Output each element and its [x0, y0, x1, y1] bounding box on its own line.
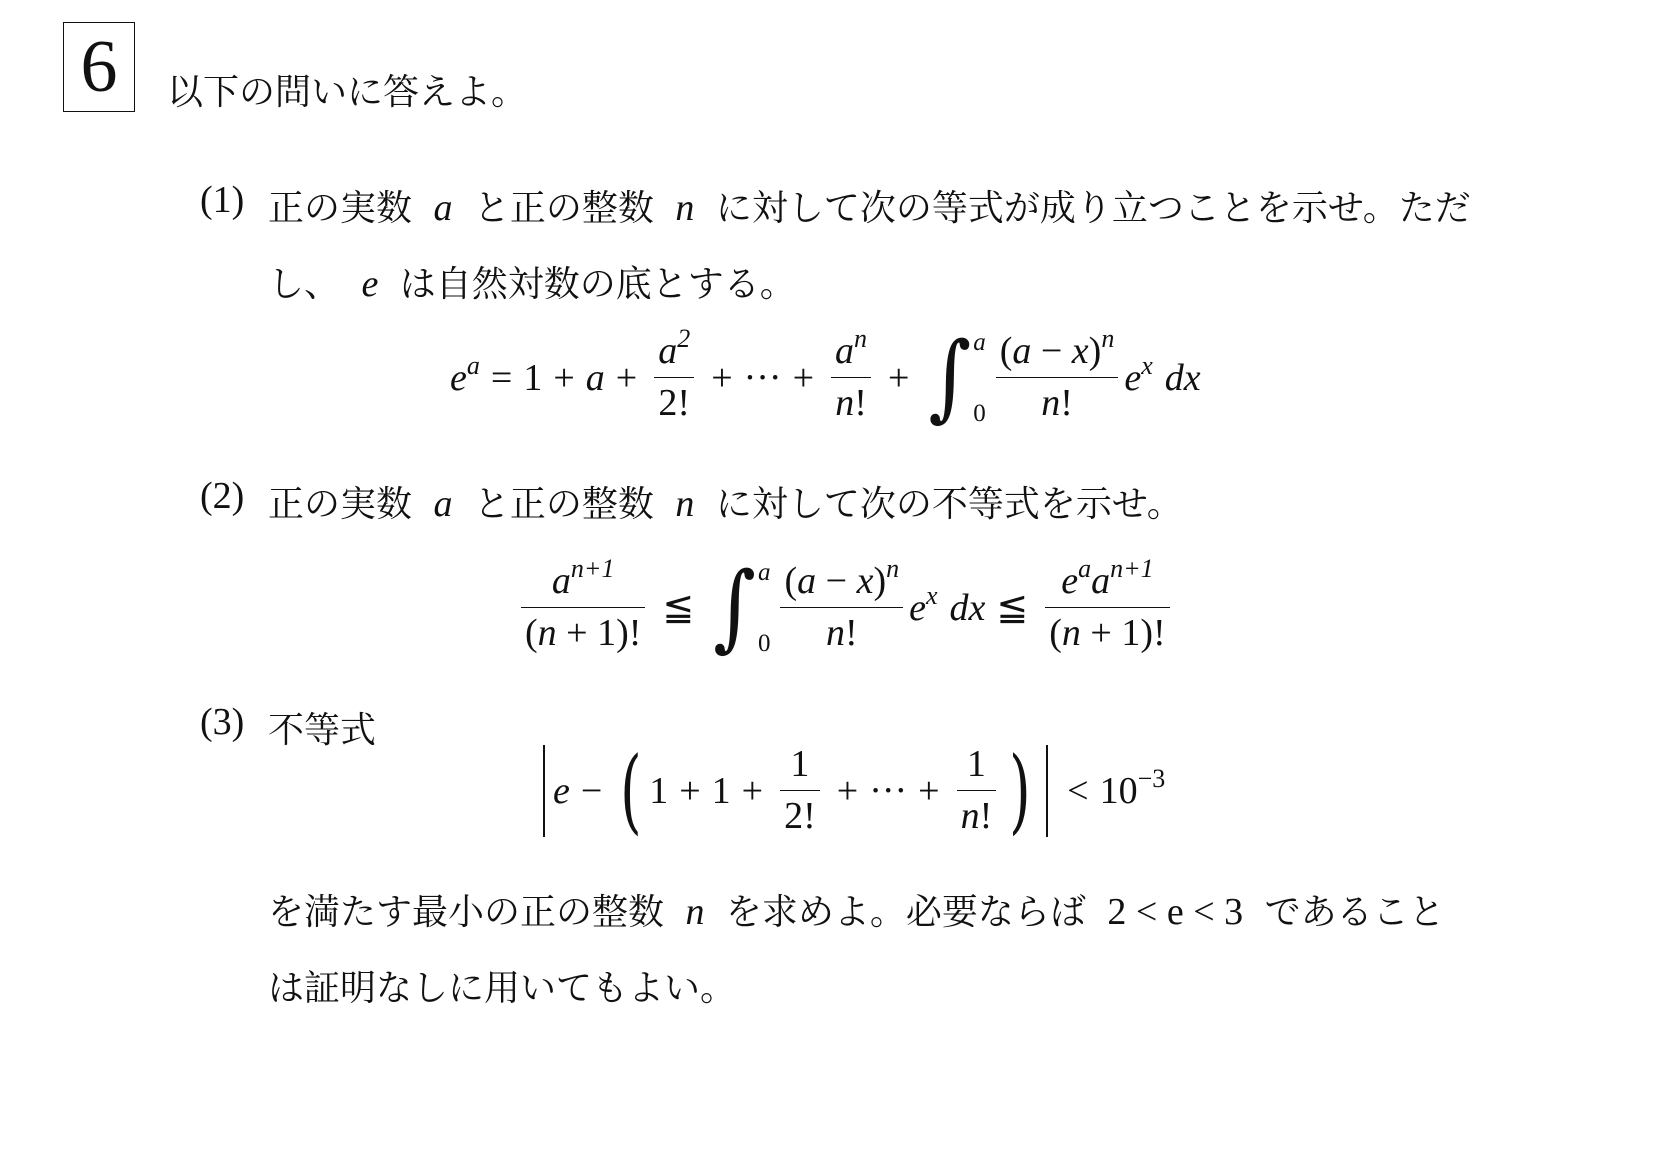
variable-a: a — [433, 483, 453, 525]
part3-line1 — [268, 884, 1445, 935]
part3-intro: 不等式 — [268, 710, 377, 751]
problem-instruction: 以下の問いに答えよ。 — [167, 72, 528, 113]
problem-number: 6 — [63, 22, 135, 112]
part1-text: は自然対数の底とする。 — [399, 264, 796, 305]
part2-line — [268, 476, 1183, 527]
variable-n: n — [685, 891, 705, 933]
inequality-part3: e − ( 1 + 1 + $\frac{1}{2!}$ + ··· + $\frac{1}{n!}$ ) < $10^{-3}$ — [535, 745, 1165, 837]
part3-text: を求めよ。必要ならば — [725, 892, 1086, 933]
inequality-part2: $\frac{a^{n+1}}{(n + 1)!}$ ≦ ∫ a 0 $\frac{(a - x)^n}{n!}$ $e^x$ dx ≦ $\frac{e^aa^{n+1}}{(n + 1)!}$ — [515, 560, 1176, 656]
part1-text: 正の実数 — [268, 188, 413, 229]
part1-line2 — [268, 256, 796, 307]
part1-label: (1) — [200, 179, 245, 221]
part1-text: と正の整数 — [473, 188, 654, 229]
part2-text: 正の実数 — [268, 484, 413, 525]
variable-e: e — [361, 263, 379, 305]
part3-text: であること — [1264, 892, 1445, 933]
part1-text: に対して次の等式が成り立つことを示せ。ただ — [715, 188, 1471, 229]
part2-text: と正の整数 — [473, 484, 654, 525]
part3-line2: は証明なしに用いてもよい。 — [268, 968, 737, 1009]
equation-part1: $e^a$ = 1 + a + $\frac{a^2}{2!}$ + ··· + $\frac{a^n}{n!}$ + ∫ a 0 $\frac{(a - x)^n}{n!}$ $e^x$ dx — [450, 322, 1201, 433]
condition-e: 2 < e < 3 — [1107, 891, 1244, 933]
part1-line1 — [268, 180, 1471, 231]
part1-text: し、 — [268, 264, 341, 305]
variable-n: n — [675, 187, 695, 229]
part3-label: (3) — [200, 701, 245, 743]
part2-label: (2) — [200, 475, 245, 517]
part2-text: に対して次の不等式を示せ。 — [715, 484, 1183, 525]
part3-text: を満たす最小の正の整数 — [268, 892, 665, 933]
variable-n: n — [675, 483, 695, 525]
variable-a: a — [433, 187, 453, 229]
